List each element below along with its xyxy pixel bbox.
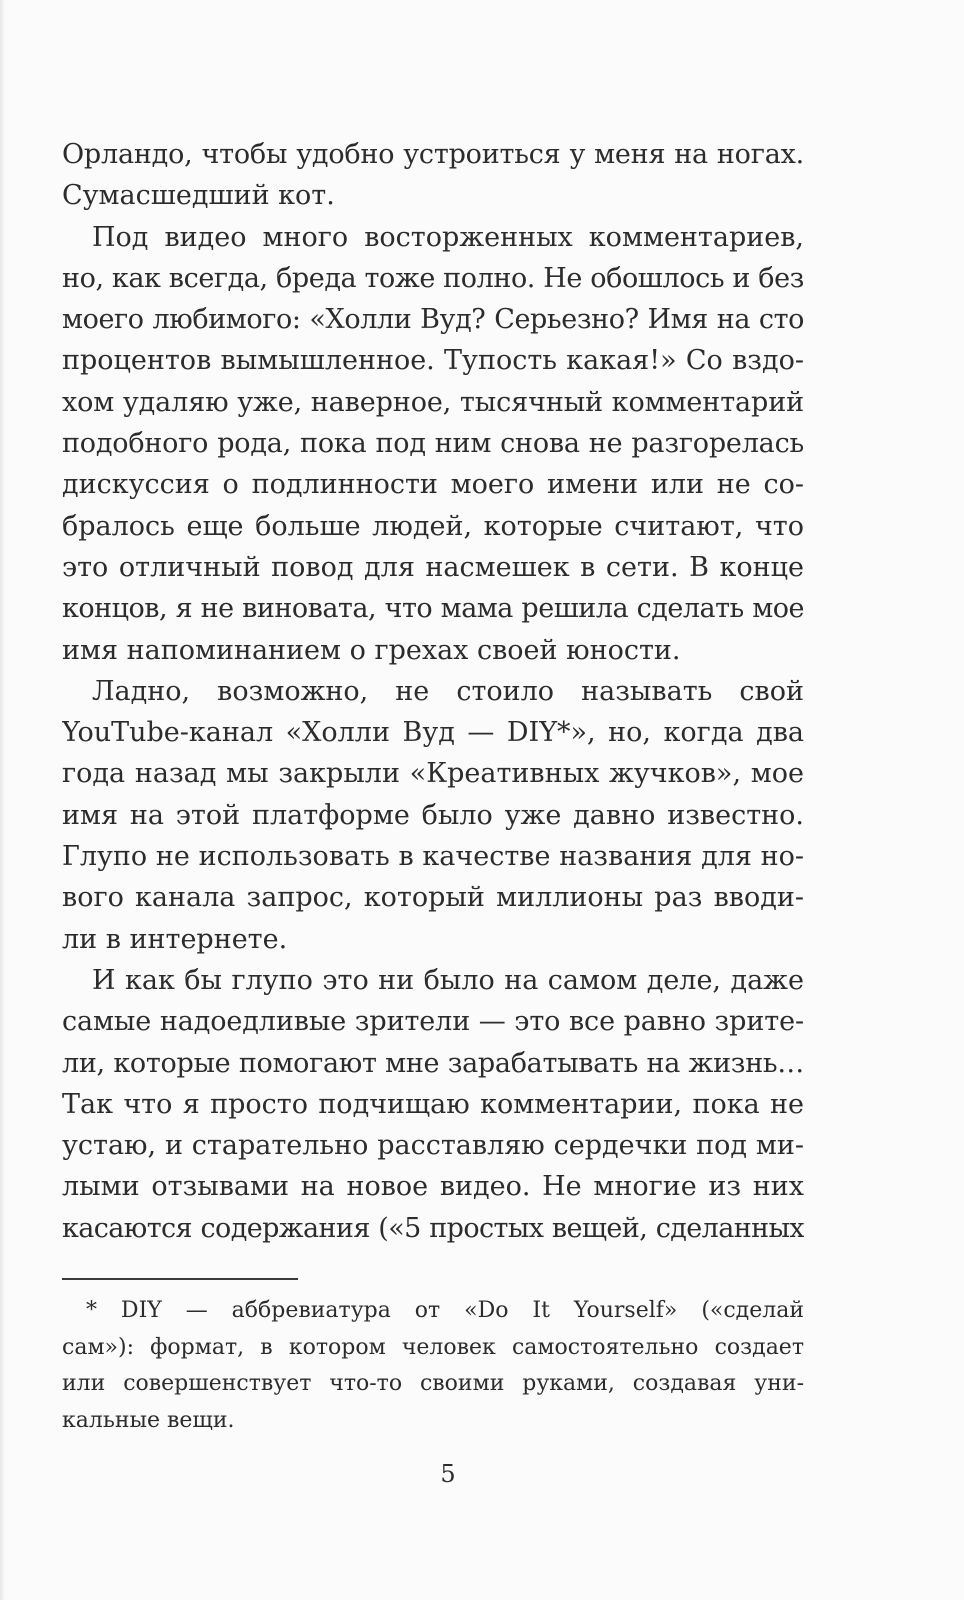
page-edge-shadow [0,0,5,1600]
footnote-line: * DIY — аббревиатура от «Do It Yourself» («сделай [86,1298,804,1323]
footnote-divider [62,1278,298,1280]
text-line: имя напоминанием о грехах своей юности. [62,634,681,666]
text-line: моего любимого: «Холли Вуд? Серьезно? Имя на сто [62,304,804,336]
text-line: Сумасшедший кот. [62,180,335,212]
text-line: хом удаляю уже, наверное, тысячный комментарий [62,386,804,418]
footnote [62,1293,804,1439]
text-line: подобного рода, пока под ним снова не разгорелась [62,428,804,460]
main-text [62,134,804,1249]
text-line: процентов вымышленное. Тупость какая!» Со вздо- [62,345,804,377]
text-line: касаются содержания («5 простых вещей, сделанных [62,1212,804,1244]
text-line: самые надоедливые зрители — это все равно зрите- [62,1006,804,1038]
text-line: вого канала запрос, который миллионы раз вводи- [62,882,804,914]
footnote-line: кальные вещи. [62,1407,235,1433]
text-line: Под видео много восторженных комментариев, [92,221,804,253]
text-line: Ладно, возможно, не стоило называть свой [92,675,804,707]
text-line: YouTube-канал «Холли Вуд — DIY*», но, когда два [62,717,804,749]
text-line: ли, которые помогают мне зарабатывать на жизнь… [62,1047,804,1079]
text-line: но, как всегда, бреда тоже полно. Не обошлось и без [62,262,804,294]
text-line: И как бы глупо это ни было на самом деле, даже [92,964,804,996]
footnote-line: или совершенствует что-то своими руками, создавая уни- [62,1371,804,1396]
page-number: 5 [440,1460,456,1488]
text-line: дискуссия о подлинности моего имени или не со- [62,469,804,501]
text-line: имя на этой платформе было уже давно известно. [62,799,804,831]
text-line: лыми отзывами на новое видео. Не многие из них [62,1171,804,1203]
text-line: года назад мы закрыли «Креативных жучков», мое [62,758,804,790]
text-line: это отличный повод для насмешек в сети. В конце [62,551,804,583]
text-line: концов, я не виновата, что мама решила сделать мое [62,593,804,625]
text-line: бралось еще больше людей, которые считают, что [62,510,804,542]
text-line: ли в интернете. [62,923,288,955]
footnote-line: сам»): формат, в котором человек самостоятельно создает [62,1334,804,1360]
text-line: Так что я просто подчищаю комментарии, пока не [62,1088,804,1120]
text-line: устаю, и старательно расставляю сердечки под ми- [62,1130,804,1162]
text-line: Глупо не использовать в качестве названия для но- [62,841,804,873]
text-line: Орландо, чтобы удобно устроиться у меня на ногах. [62,139,804,170]
